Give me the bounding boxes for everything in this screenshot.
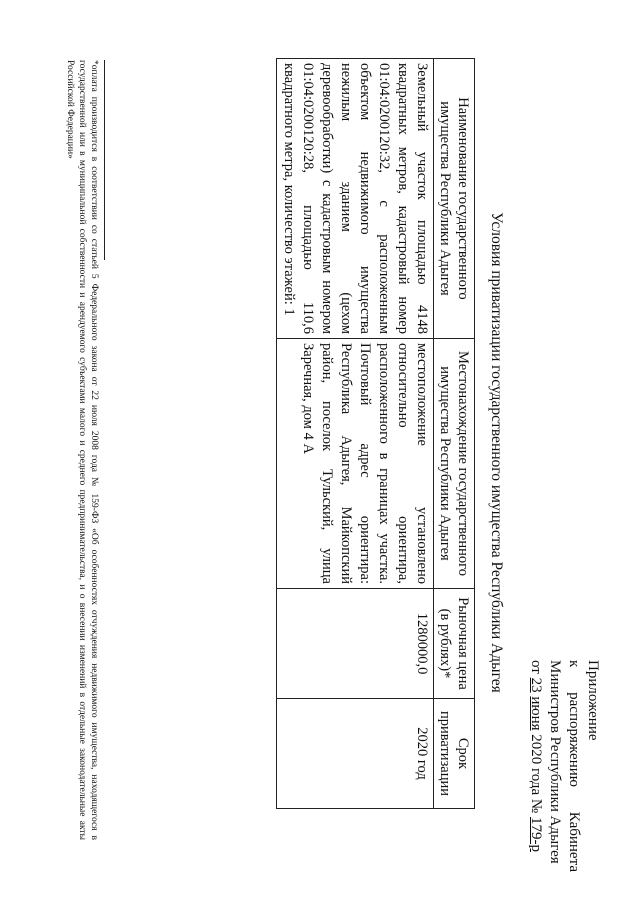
header-price: Рыночная цена (в рублях)* — [434, 589, 475, 699]
cell-price: 1280000,0 — [277, 589, 434, 699]
cell-location: местоположение установлено относительно ориентира, расположенного в границах участка. Почтовый адрес ориентира: Республика Адыгея, Майкопский район, поселок Тульский, улица Заречная, дом 4 А — [277, 339, 434, 589]
appendix-number: 179-р — [528, 816, 544, 852]
appendix-line3: Министров Республики Адыгея — [547, 660, 563, 864]
appendix-year: 2020 года № — [528, 734, 544, 814]
table-row — [277, 59, 434, 809]
appendix-line2 — [564, 660, 583, 872]
appendix-header — [526, 660, 602, 880]
footnote: *оплата производится в соответствии со статьей 5 Федерального закона от 22 июля 2008 года № 159-ФЗ «Об особенностях отчуждения недвижимого имущества, находящегося в государственной или в муниципальной собственности и арендуемого субъектами малого и среднего предпринимательства, и о внесении изменений в отдельные законодательные акты Российской Федерации» — [65, 60, 99, 840]
privatization-table — [276, 58, 475, 809]
document-title: Условия приватизации государственного имущества Республики Адыгея — [488, 212, 505, 693]
header-term: Срок приватизации — [434, 699, 475, 809]
footnote-divider — [104, 60, 105, 260]
appendix-line4 — [526, 660, 545, 880]
header-location: Местонахождение государственного имущества Республики Адыгея — [434, 339, 475, 589]
appendix-line2-mid: распоряжению — [566, 692, 582, 787]
appendix-line1: Приложение — [585, 660, 601, 741]
appendix-from: от — [528, 660, 544, 674]
table-header-row — [434, 59, 475, 809]
cell-name: Земельный участок площадью 4148 квадратных метров, кадастровый номер 01:04:0200120:32, с расположенным объектом недвижимого имущества нежилым зданием (цехом деревообработки) с кадастровым номером 01:04:0200120:28, площадью 110,6 квадратного метра, количество этажей: 1 — [277, 59, 434, 339]
appendix-day: 23 — [528, 677, 544, 693]
appendix-line2-right: Кабинета — [566, 811, 582, 872]
header-name: Наименование государственного имущества Республики Адыгея — [434, 59, 475, 339]
appendix-line2-left: к — [566, 660, 582, 668]
cell-term: 2020 год — [277, 699, 434, 809]
appendix-month: июня — [528, 696, 544, 731]
